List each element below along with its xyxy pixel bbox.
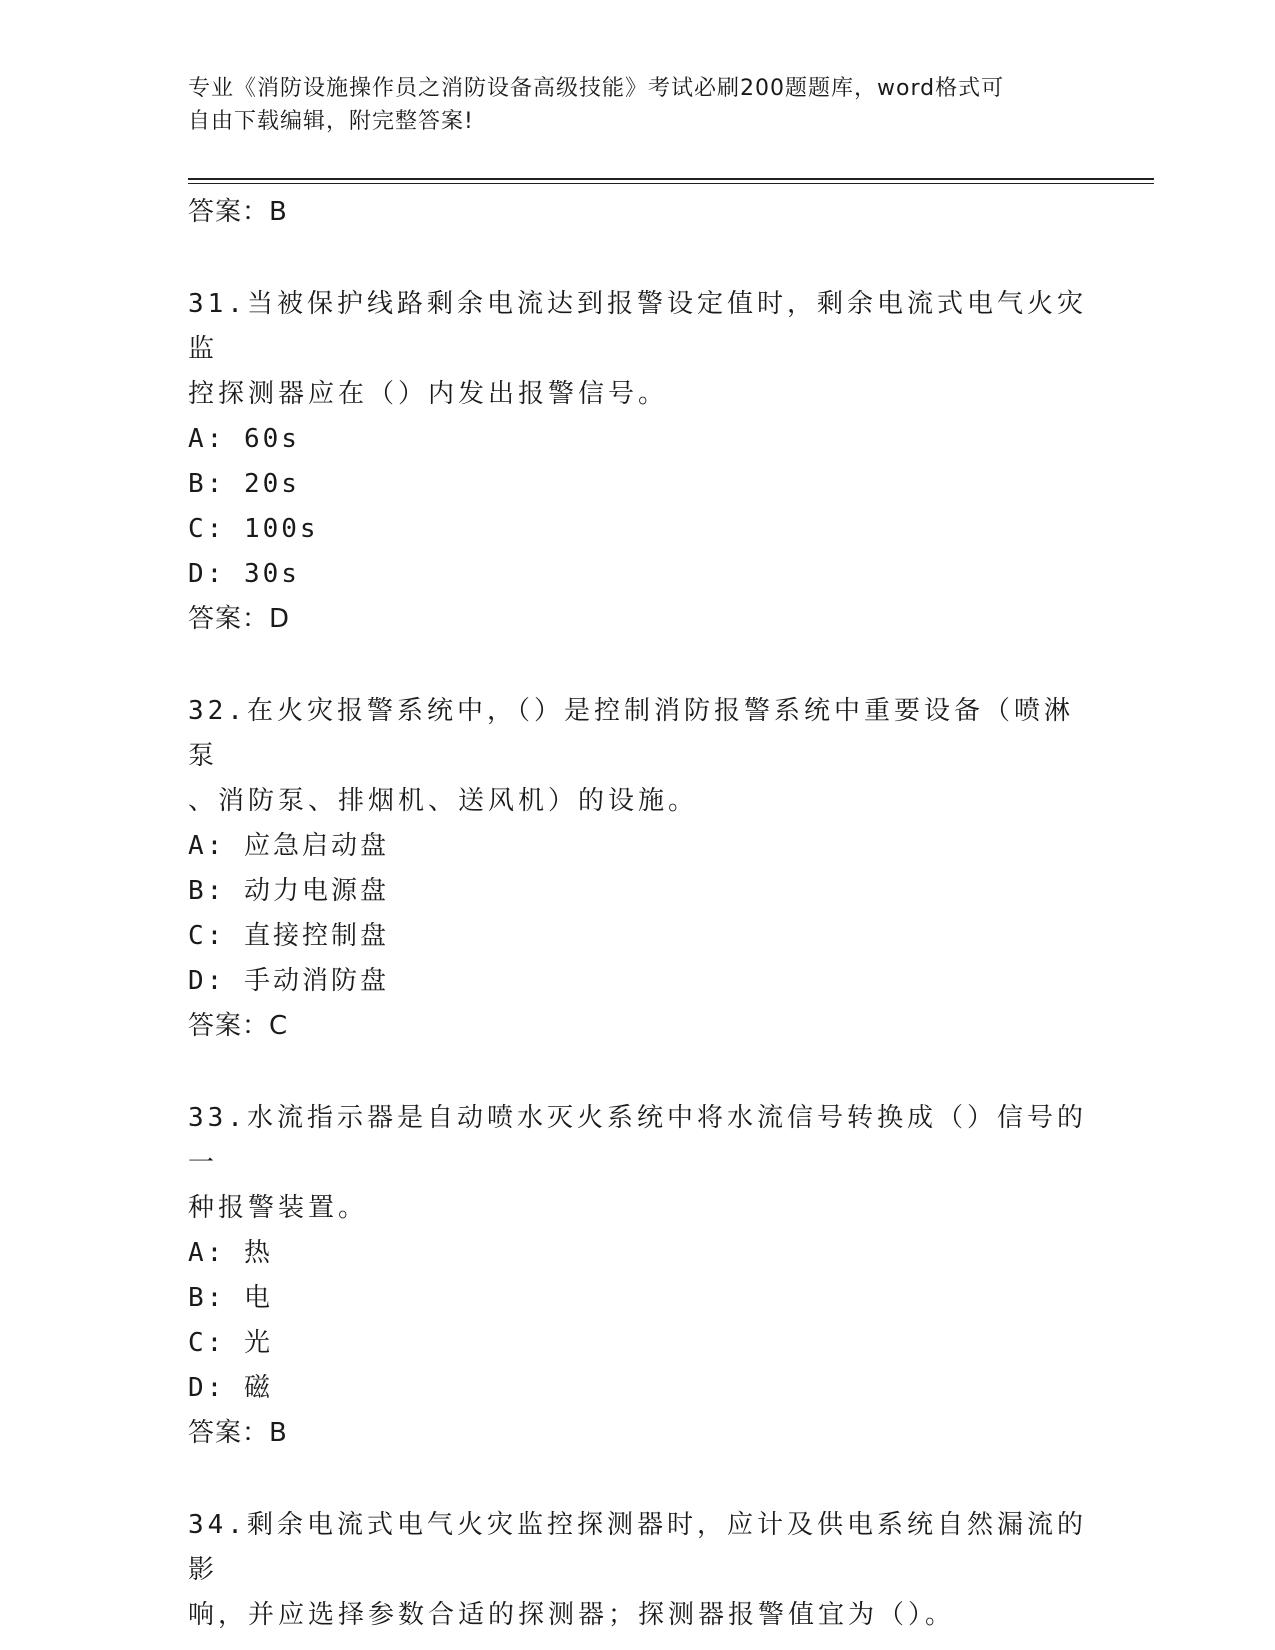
option-d: D: 磁 <box>188 1373 273 1403</box>
option-a: A: 应急启动盘 <box>188 831 389 861</box>
answer-line: 答案：B <box>188 197 288 227</box>
question-34 <box>188 1503 1088 1638</box>
question-32 <box>188 689 1088 1049</box>
option-b: B: 电 <box>188 1283 273 1313</box>
question-stem: 33.水流指示器是自动喷水灭火系统中将水流信号转换成（）信号的一 <box>188 1103 1087 1178</box>
option-c: C: 光 <box>188 1328 273 1358</box>
question-stem: 31.当被保护线路剩余电流达到报警设定值时，剩余电流式电气火灾监 <box>188 289 1087 364</box>
question-stem: 种报警装置。 <box>188 1193 369 1223</box>
answer-line: 答案：C <box>188 1011 289 1041</box>
answer-line: 答案：B <box>188 1418 288 1448</box>
option-d: D: 手动消防盘 <box>188 966 389 996</box>
question-33 <box>188 1096 1088 1456</box>
question-stem: 控探测器应在（）内发出报警信号。 <box>188 379 669 409</box>
answer-line: 答案：D <box>188 604 291 634</box>
question-31 <box>188 282 1088 642</box>
option-d: D: 30s <box>188 559 300 589</box>
question-stem: 34.剩余电流式电气火灾监控探测器时，应计及供电系统自然漏流的影 <box>188 1510 1087 1585</box>
header-divider <box>188 178 1154 180</box>
option-b: B: 动力电源盘 <box>188 876 389 906</box>
question-list <box>188 190 1088 1638</box>
header-line-1: 专业《消防设施操作员之消防设备高级技能》考试必刷200题题库，word格式可 <box>188 76 1005 101</box>
question-stem: 、消防泵、排烟机、送风机）的设施。 <box>188 786 699 816</box>
option-c: C: 100s <box>188 514 319 544</box>
header-line-2: 自由下载编辑，附完整答案! <box>188 109 474 134</box>
option-b: B: 20s <box>188 469 300 499</box>
option-a: A: 热 <box>188 1238 273 1268</box>
question-stem: 32.在火灾报警系统中，（）是控制消防报警系统中重要设备（喷淋泵 <box>188 696 1074 771</box>
question-stem: 响，并应选择参数合适的探测器；探测器报警值宜为（）。 <box>188 1600 956 1630</box>
option-c: C: 直接控制盘 <box>188 921 389 951</box>
document-header <box>188 72 1068 138</box>
header-divider-thin <box>188 183 1154 184</box>
option-a: A: 60s <box>188 424 300 454</box>
